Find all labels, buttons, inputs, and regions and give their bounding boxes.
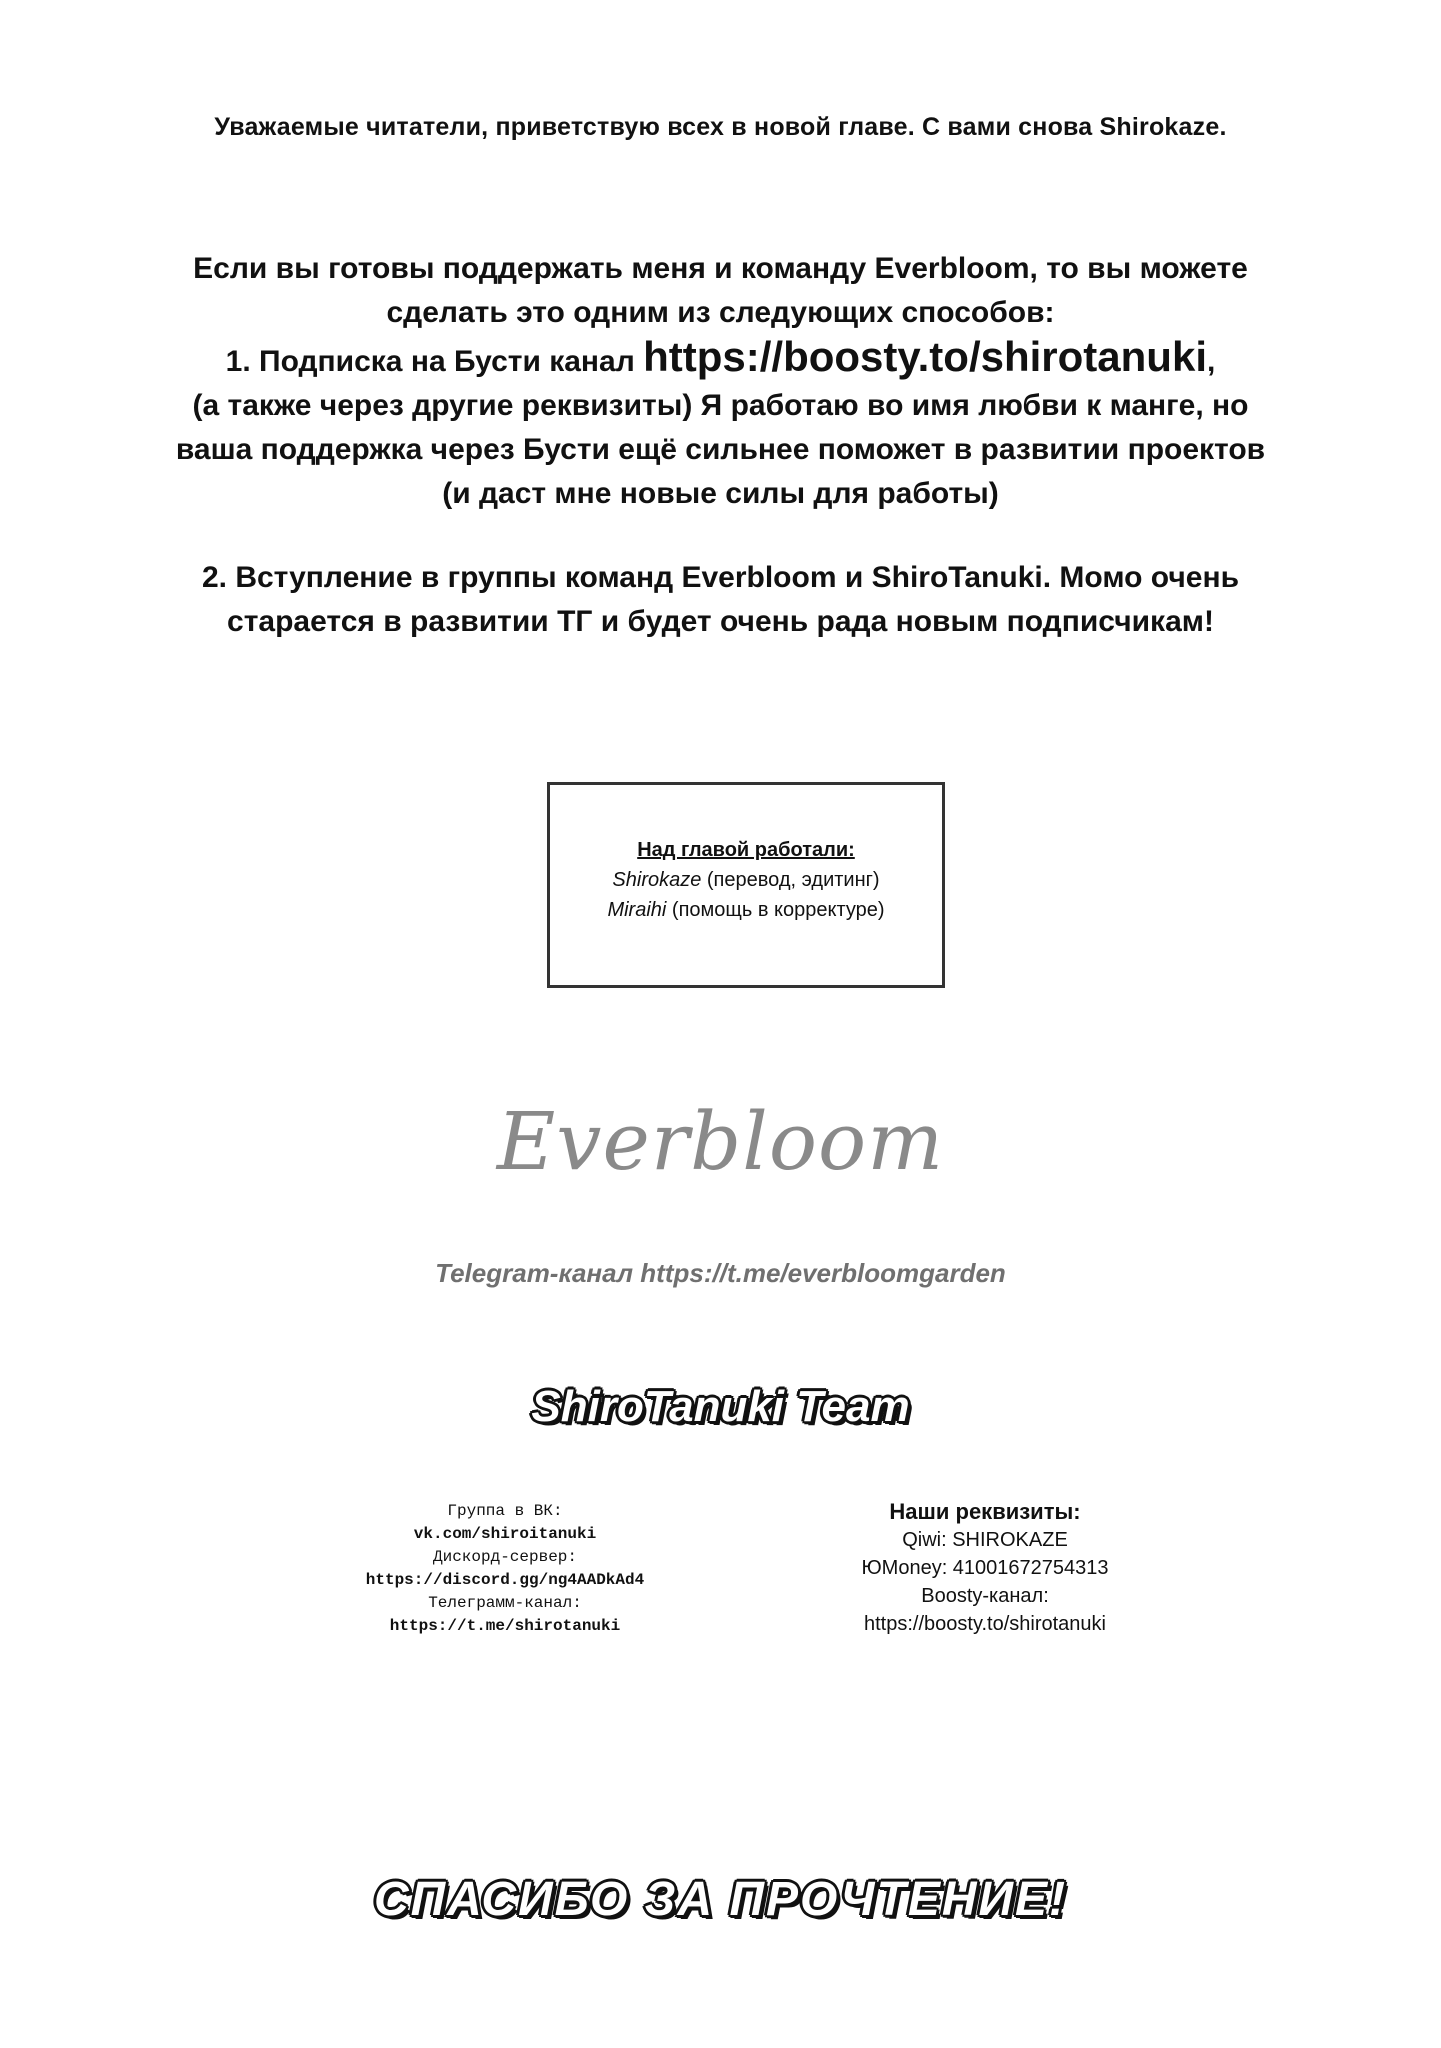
discord-label: Дискорд-сервер: (432, 1548, 578, 1566)
appeal-intro-line1: Если вы готовы поддержать меня и команду Everbloom, то вы можете (193, 252, 1248, 285)
vk-label: Группа в ВК: (447, 1502, 563, 1520)
requisites (820, 1498, 1150, 1638)
credits-heading: Над главой работали: (637, 839, 855, 861)
appeal-item1-line3: ваша поддержка через Бусти ещё сильнее поможет в развитии проектов (175, 433, 1266, 466)
telegram-link[interactable]: https://t.me/shirotanuki (389, 1617, 621, 1635)
support-appeal (0, 247, 1441, 644)
team-title: ShiroTanuki Team (531, 1382, 910, 1431)
appeal-item2-line1: 2. Вступление в группы команд Everbloom и ShiroTanuki. Момо очень (201, 561, 1240, 594)
item1-prefix: 1. Подписка на Бусти канал (225, 345, 644, 378)
credits-box (547, 782, 945, 988)
boosty-requisite-link[interactable]: https://boosty.to/shirotanuki (864, 1613, 1106, 1635)
credits-member2 (550, 895, 942, 925)
vk-link[interactable]: vk.com/shiroitanuki (413, 1525, 597, 1543)
item1-suffix: , (1207, 345, 1216, 378)
appeal-item1-line4: (и даст мне новые силы для работы) (442, 477, 999, 510)
everbloom-logo: Everbloom (496, 1095, 945, 1188)
credits-member1 (550, 865, 942, 895)
telegram-label: Телеграмм-канал: (428, 1594, 582, 1612)
requisites-heading: Наши реквизиты: (889, 1499, 1081, 1524)
greeting-text: Уважаемые читатели, приветствую всех в новой главе. С вами снова Shirokaze. (214, 113, 1227, 141)
appeal-item1-line2: (а также через другие реквизиты) Я работаю во имя любви к манге, но (192, 389, 1249, 422)
boosty-link[interactable]: https://boosty.to/shirotanuki (643, 333, 1207, 380)
member2-role: (помощь в корректуре) (666, 899, 885, 921)
boosty-label: Boosty-канал: (921, 1585, 1049, 1607)
team-contacts (340, 1500, 670, 1638)
member1-role: (перевод, эдитинг) (701, 869, 880, 891)
qiwi-line: Qiwi: SHIROKAZE (902, 1529, 1068, 1551)
discord-link[interactable]: https://discord.gg/ng4AADkAd4 (365, 1571, 645, 1589)
thanks-banner: СПАСИБО ЗА ПРОЧТЕНИЕ! (373, 1873, 1068, 1926)
member2-name: Miraihi (607, 899, 667, 921)
everbloom-telegram-link[interactable]: Telegram-канал https://t.me/everbloomgarden (435, 1258, 1006, 1288)
appeal-item2-line2: старается в развитии ТГ и будет очень рада новым подписчикам! (227, 605, 1214, 638)
appeal-intro-line2: сделать это одним из следующих способов: (386, 296, 1055, 329)
member1-name: Shirokaze (612, 869, 702, 891)
yumoney-line: ЮMoney: 41001672754313 (861, 1557, 1109, 1579)
appeal-item1 (0, 335, 1441, 384)
appeal-gap (0, 516, 1441, 556)
